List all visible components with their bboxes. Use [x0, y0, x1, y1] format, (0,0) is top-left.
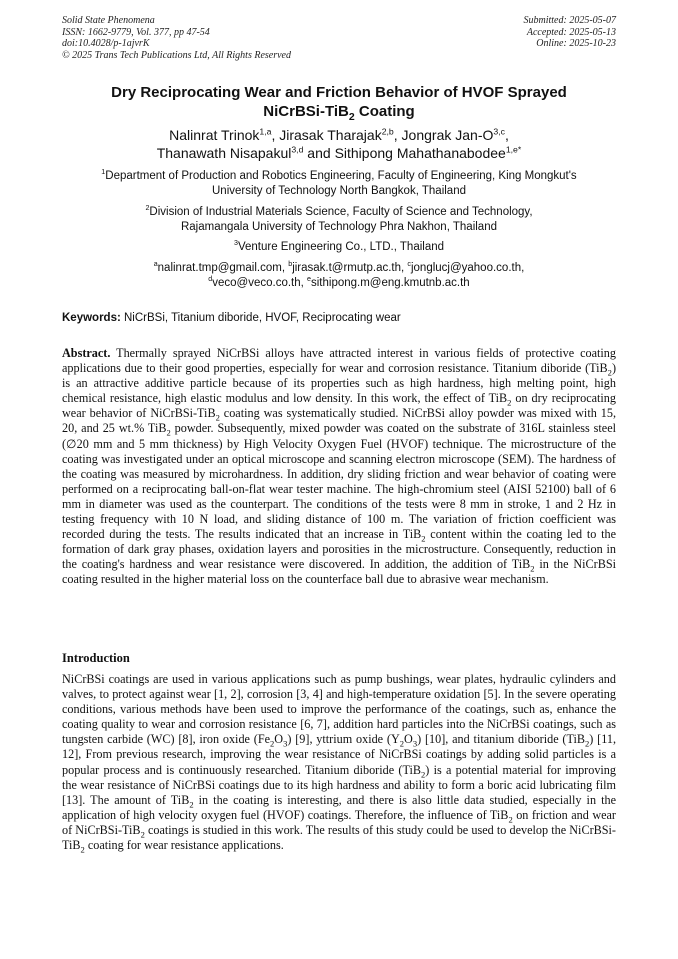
affiliation-3-marker: 3 — [233, 239, 238, 248]
abstract-text-6: content within the coating led to the formation of dark gray phases, oxidation layers and porosities in the microstructure. Consequently, reduction in the coating's hardness and wear resistance were discovered. In addition, the addition of TiB — [62, 527, 616, 572]
author-2-affil: 2,b — [381, 126, 394, 137]
author-3: Jongrak Jan-O — [401, 127, 494, 143]
author-3-affil: 3,c — [493, 126, 505, 137]
intro-text-1: NiCrBSi coatings are used in various applications such as pump bushings, wear plates, hydraulic cylinders and valves, to protect against wear [1, 2], corrosion [3, 4] and high-temperature oxidation [5]. In the severe operating conditions, various methods have been used to improve the performance of the coatings, such as, enhance the coating quality to wear and corrosion resistance [6, 7], addition hard particles into the NiCrBSi coatings, such as tungsten carbide (WC) [8], iron oxide (Fe — [62, 672, 616, 747]
email-sep: , — [401, 262, 408, 274]
journal-doi: doi:10.4028/p-1ajvrK — [62, 38, 150, 49]
intro-text-2b: O — [404, 732, 413, 747]
dates-header — [524, 15, 617, 50]
abstract-sub: 2 — [215, 412, 220, 423]
author-1: Nalinrat Trinok — [169, 127, 260, 143]
author-5-affil: 1,e* — [505, 144, 522, 155]
author-5: Sithipong Mahathanabodee — [334, 145, 506, 161]
author-4-affil: 3,d — [291, 144, 304, 155]
submitted-date: Submitted: 2025-05-07 — [523, 15, 616, 26]
intro-text-5: ) is a potential material for improving the wear resistance of NiCrBSi coatings due to its high hardness and ability to form a boric acid lubricating film [13]. The amount of TiB — [62, 762, 616, 807]
affiliation-1-line-1: Department of Production and Robotics Engineering, Faculty of Engineering, King Mongkut's — [105, 170, 577, 182]
journal-issn: ISSN: 1662-9779, Vol. 377, pp 47-54 — [62, 26, 210, 38]
author-and: and — [303, 145, 335, 161]
abstract-sub: 2 — [421, 533, 426, 544]
intro-text-3: ) [10], and titanium diboride (TiB — [417, 732, 586, 747]
author-sep: , — [393, 127, 402, 143]
affiliation-3-line-1: Venture Engineering Co., LTD., Thailand — [237, 241, 445, 253]
author-sep: , — [271, 127, 280, 143]
online-date: Online: 2025-10-23 — [536, 38, 616, 49]
author-list — [62, 126, 616, 162]
affiliation-2-marker: 2 — [145, 204, 150, 213]
affiliation-1-marker: 1 — [101, 168, 106, 177]
title-line-2a: NiCrBSi-TiB — [263, 103, 349, 120]
title-subscript: 2 — [348, 111, 355, 123]
author-sep: , — [504, 127, 509, 143]
intro-sub: 2 — [508, 814, 513, 825]
keywords — [62, 311, 616, 325]
journal-copyright: © 2025 Trans Tech Publications Ltd, All Rights Reserved — [62, 49, 291, 61]
author-1-affil: 1,a — [259, 126, 272, 137]
affiliation-1 — [62, 169, 616, 199]
affiliation-2-line-2: Rajamangala University of Technology Phra Nakhon, Thailand — [180, 221, 497, 233]
journal-name: Solid State Phenomena — [62, 15, 155, 26]
email-a: nalinrat.tmp@gmail.com — [157, 262, 282, 274]
intro-sub: 2 — [270, 738, 275, 749]
email-e: sithipong.m@eng.kmutnb.ac.th — [311, 277, 470, 289]
abstract-sub: 2 — [166, 427, 171, 438]
email-d-marker: d — [208, 275, 213, 284]
email-b-marker: b — [288, 260, 293, 269]
intro-sub: 2 — [80, 844, 85, 855]
abstract-text-1: Thermally sprayed NiCrBSi alloys have attracted interest in various fields of protective coating applications due to their good properties, especially for wear and corrosion resistance. Titanium diboride (TiB — [62, 346, 616, 376]
intro-sub: 2 — [420, 769, 426, 779]
intro-sub: 3 — [283, 738, 288, 749]
intro-sub: 2 — [399, 738, 405, 749]
email-sep: , — [521, 262, 525, 274]
email-e-marker: e — [307, 275, 311, 284]
intro-sub: 3 — [412, 738, 418, 749]
accepted-date: Accepted: 2025-05-13 — [526, 26, 616, 38]
abstract-text-4: coating was systematically studied. NiCrBSi alloy powder was mixed with 15, 20, and 25 wt.% TiB — [62, 406, 616, 436]
abstract-label: Abstract. — [62, 346, 111, 360]
introduction-text — [62, 672, 616, 853]
email-b: jirasak.t@rmutp.ac.th — [292, 262, 402, 274]
author-4: Thanawath Nisapakul — [156, 145, 292, 161]
author-emails — [62, 261, 616, 291]
email-c: jonglucj@yahoo.co.th — [410, 262, 522, 274]
intro-sub: 2 — [585, 738, 590, 749]
abstract-text-3: on dry reciprocating wear behavior of NiCrBSi-TiB — [62, 391, 616, 421]
author-2: Jirasak Tharajak — [279, 127, 382, 143]
abstract — [62, 346, 616, 588]
intro-text-2: ) [9], yttrium oxide (Y — [287, 732, 400, 747]
affiliation-2-line-1: Division of Industrial Materials Science, Faculty of Science and Technology, — [149, 206, 533, 218]
intro-sub: 2 — [189, 799, 194, 810]
introduction-heading: Introduction — [62, 651, 130, 665]
abstract-sub: 2 — [530, 563, 535, 574]
email-sep: , — [300, 277, 308, 289]
journal-header — [62, 15, 291, 61]
keywords-text: NiCrBSi, Titanium diboride, HVOF, Reciprocating wear — [120, 312, 401, 324]
intro-text-8: coatings is studied in this work. The results of this study could be used to develop the NiCrBSi-TiB — [62, 822, 616, 853]
email-a-marker: a — [153, 260, 158, 269]
title-line-1: Dry Reciprocating Wear and Friction Behavior of HVOF Sprayed — [111, 84, 567, 101]
abstract-text-5: powder. Subsequently, mixed powder was coated on the substrate of 316L stainless steel (∅20 mm and 5 mm thickness) by High Velocity Oxygen Fuel (HVOF) technique. The microstructure of the coating was investigated under an optical microscope and scanning electron microscope (SEM). The hardness of the coating was measured by microhardness. In addition, dry sliding friction and wear behavior of coating were performed on a reciprocating ball-on-flat wear tester machine. The high-chromium steel (AISI 52100) ball of 6 mm in diameter was used as the counterpart. The conditions of the tests were 8 mm in stroke, 1 and 2 Hz in testing frequency with 10 N load, and sliding distance of 100 m. The variation of friction coefficient was recorded during the tests. The results indicated that an increase in TiB — [62, 421, 616, 542]
keywords-label: Keywords: — [62, 312, 121, 324]
email-sep: , — [281, 262, 289, 274]
email-d: veco@veco.co.th — [212, 277, 301, 289]
affiliation-1-line-2: University of Technology North Bangkok, Thailand — [212, 185, 466, 197]
abstract-sub: 2 — [507, 397, 512, 408]
affiliation-3 — [62, 240, 616, 255]
affiliation-2 — [62, 205, 616, 235]
intro-text-9: coating for wear resistance applications. — [84, 838, 284, 853]
title-line-2b: Coating — [354, 103, 415, 120]
email-c-marker: c — [407, 260, 411, 269]
intro-text-6: in the coating is interesting, and there is also little data studied, especially in the application of high velocity oxygen fuel (HVOF) coatings. Therefore, the influence of TiB — [62, 792, 616, 822]
intro-sub: 2 — [140, 829, 145, 840]
abstract-text-2: ) is an attractive additive particle because of its properties such as high hardness, high melting point, high chemical resistance, high elastic modulus and low density. In this work, the effect of TiB — [62, 361, 616, 406]
paper-title — [62, 83, 616, 121]
intro-text-7: on friction and wear of NiCrBSi-TiB — [62, 807, 616, 837]
intro-text-1b: O — [274, 732, 284, 747]
abstract-text-7: in the NiCrBSi coating resulted in the higher material loss on the counterface ball due to abrasive wear mechanism. — [62, 557, 616, 587]
abstract-sub: 2 — [607, 367, 612, 378]
intro-text-4: ) [11, 12], From previous research, improving the wear resistance of NiCrBSi coatings by adding solid particles is a popular process and is continuously researched. Titanium diboride (TiB — [62, 732, 616, 777]
